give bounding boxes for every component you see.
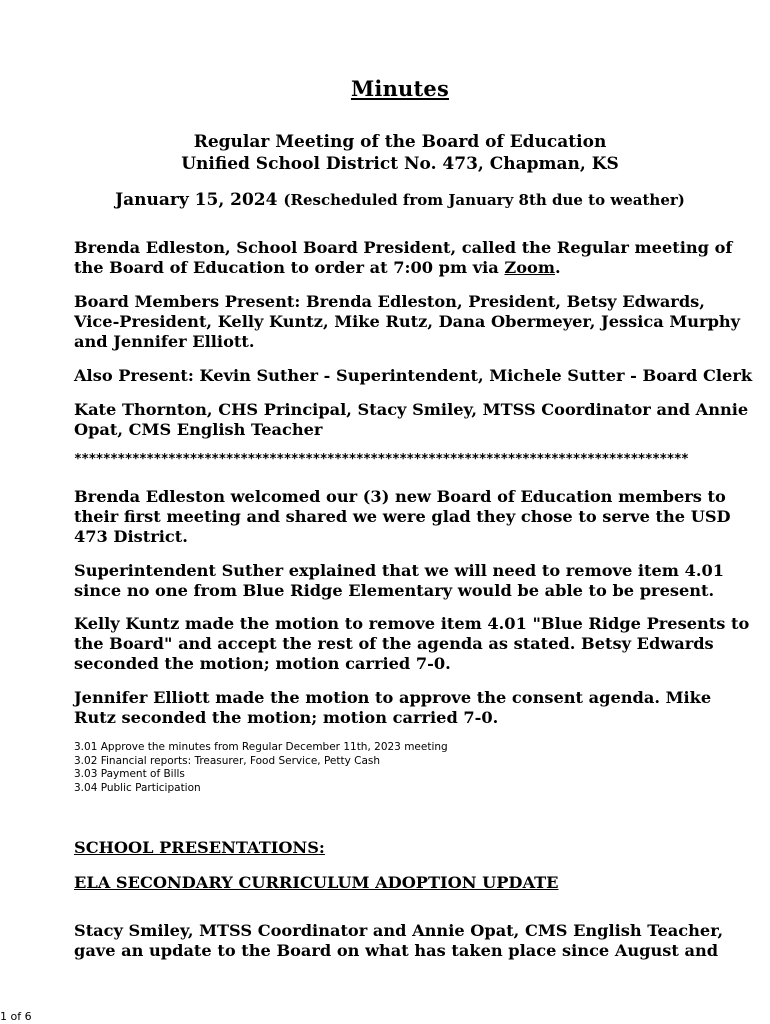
section-school-presentations: SCHOOL PRESENTATIONS:	[74, 838, 325, 857]
call-to-order-line: Brenda Edleston, School Board President, called the Regular meeting of	[74, 238, 733, 257]
agenda-motion-line: the Board" and accept the rest of the agenda as stated. Betsy Edwards	[74, 634, 714, 653]
others-present-paragraph	[74, 400, 749, 440]
welcome-line: 473 District.	[74, 527, 188, 546]
district-subtitle: Unified School District No. 473, Chapman, KS	[181, 154, 619, 174]
others-present-line: Opat, CMS English Teacher	[74, 420, 323, 439]
agenda-motion-paragraph	[74, 614, 750, 674]
members-present-paragraph	[74, 292, 744, 352]
members-present-line: and Jennifer Elliott.	[74, 332, 255, 351]
separator-line: *************************************************************************************	[74, 452, 689, 467]
meeting-date: January 15, 2024	[115, 190, 278, 210]
meeting-date-line	[0, 190, 770, 210]
zoom-link[interactable]: Zoom	[504, 258, 555, 277]
consent-motion-line: Rutz seconded the motion; motion carried 7-0.	[74, 708, 499, 727]
members-present-line: Board Members Present: Brenda Edleston, President, Betsy Edwards,	[74, 292, 705, 311]
call-to-order-paragraph	[74, 238, 744, 278]
consent-motion-paragraph	[74, 688, 744, 728]
superintendent-line: since no one from Blue Ridge Elementary would be able to be present.	[74, 581, 715, 600]
welcome-line: Brenda Edleston welcomed our (3) new Board of Education members to	[74, 487, 726, 506]
ela-update-paragraph	[74, 921, 744, 961]
section-colon: :	[318, 838, 325, 857]
also-present-paragraph: Also Present: Kevin Suther - Superintendent, Michele Sutter - Board Clerk	[74, 366, 753, 385]
welcome-line: their first meeting and shared we were glad they chose to serve the USD	[74, 507, 731, 526]
meeting-subtitle: Regular Meeting of the Board of Education	[193, 132, 607, 152]
consent-item: 3.01 Approve the minutes from Regular December 11th, 2023 meeting	[74, 741, 448, 753]
agenda-motion-line: seconded the motion; motion carried 7-0.	[74, 654, 451, 673]
welcome-paragraph	[74, 487, 744, 547]
agenda-motion-line: Kelly Kuntz made the motion to remove item 4.01 "Blue Ridge Presents to	[74, 614, 750, 633]
consent-motion-line: Jennifer Elliott made the motion to approve the consent agenda. Mike	[74, 688, 712, 707]
others-present-line: Kate Thornton, CHS Principal, Stacy Smiley, MTSS Coordinator and Annie	[74, 400, 749, 419]
call-to-order-line: the Board of Education to order at 7:00 pm via Zoom.	[74, 258, 561, 277]
consent-agenda-list	[74, 741, 448, 795]
members-present-line: Vice-President, Kelly Kuntz, Mike Rutz, Dana Obermeyer, Jessica Murphy	[74, 312, 741, 331]
meeting-date-note: (Rescheduled from January 8th due to weather)	[283, 191, 685, 209]
document-title: Minutes	[350, 76, 450, 101]
page-number: 1 of 6	[0, 1010, 32, 1023]
consent-item: 3.04 Public Participation	[74, 781, 201, 794]
superintendent-paragraph	[74, 561, 744, 601]
consent-item: 3.02 Financial reports: Treasurer, Food Service, Petty Cash	[74, 754, 381, 767]
ela-update-line: gave an update to the Board on what has taken place since August and	[74, 941, 719, 960]
consent-item: 3.03 Payment of Bills	[74, 768, 185, 781]
superintendent-line: Superintendent Suther explained that we will need to remove item 4.01	[74, 561, 724, 580]
section-ela-update: ELA SECONDARY CURRICULUM ADOPTION UPDATE	[74, 873, 559, 892]
ela-update-line: Stacy Smiley, MTSS Coordinator and Annie Opat, CMS English Teacher,	[74, 921, 724, 940]
